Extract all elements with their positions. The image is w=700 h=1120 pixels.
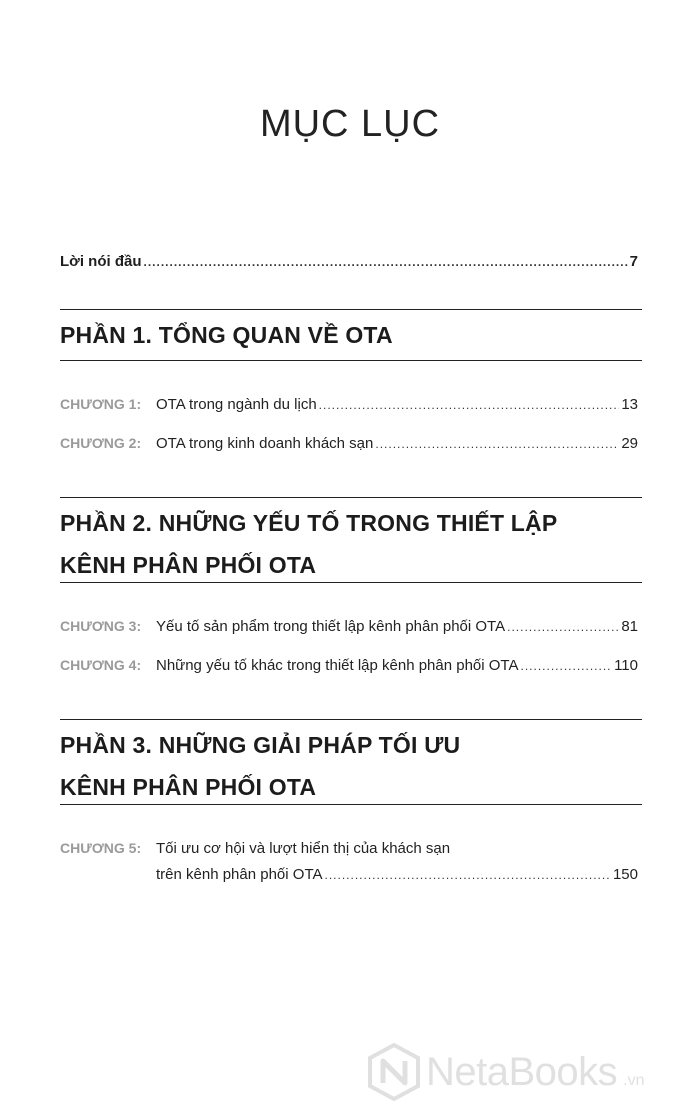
chapter-title: Những yếu tố khác trong thiết lập kênh phân phối OTA — [156, 657, 519, 674]
chapter-label: CHƯƠNG 1: — [60, 396, 142, 412]
leader-dots — [325, 868, 611, 882]
chapter-label: CHƯƠNG 4: — [60, 657, 142, 673]
section-divider — [60, 309, 642, 310]
toc-entry-chapter-1[interactable] — [60, 396, 638, 413]
part-heading-line: PHẦN 1. TỔNG QUAN VỀ OTA — [60, 322, 393, 348]
chapter-title-cont: trên kênh phân phối OTA — [156, 866, 323, 883]
toc-entry-chapter-5[interactable] — [60, 840, 638, 857]
part-heading-line: PHẦN 2. NHỮNG YẾU TỐ TRONG THIẾT LẬP — [60, 510, 558, 536]
watermark-suffix: .vn — [623, 1072, 645, 1089]
chapter-page: 150 — [612, 866, 638, 883]
watermark — [368, 1042, 645, 1102]
chapter-page: 81 — [621, 618, 638, 635]
part-3-heading — [60, 724, 460, 808]
section-divider — [60, 497, 642, 498]
leader-dots — [521, 659, 613, 673]
toc-entry-chapter-2[interactable] — [60, 435, 638, 452]
section-divider — [60, 582, 642, 583]
chapter-label: CHƯƠNG 5: — [60, 840, 142, 856]
preface-page: 7 — [629, 253, 638, 270]
part-heading-line: KÊNH PHÂN PHỐI OTA — [60, 774, 317, 800]
part-heading-line: PHẦN 3. NHỮNG GIẢI PHÁP TỐI ƯU — [60, 732, 461, 758]
part-heading-line: KÊNH PHÂN PHỐI OTA — [60, 552, 317, 578]
preface-label: Lời nói đầu — [60, 253, 142, 270]
part-2-heading — [60, 502, 557, 586]
chapter-label: CHƯƠNG 3: — [60, 618, 142, 634]
leader-dots — [319, 398, 620, 412]
chapter-title: Yếu tố sản phẩm trong thiết lập kênh phân phối OTA — [156, 618, 506, 635]
chapter-page: 110 — [614, 657, 638, 674]
leader-dots — [375, 437, 619, 451]
chapter-title: OTA trong kinh doanh khách sạn — [156, 435, 374, 452]
toc-entry-chapter-4[interactable] — [60, 657, 638, 674]
toc-entry-chapter-3[interactable] — [60, 618, 638, 635]
chapter-page: 29 — [621, 435, 638, 452]
chapter-page: 13 — [621, 396, 638, 413]
chapter-title: Tối ưu cơ hội và lượt hiển thị của khách sạn — [156, 840, 451, 857]
netabooks-logo-icon — [368, 1043, 420, 1101]
section-divider — [60, 719, 642, 720]
section-divider — [60, 360, 642, 361]
page-title: MỤC LỤC — [259, 103, 441, 145]
toc-entry-preface[interactable] — [60, 253, 638, 270]
toc-entry-chapter-5-cont[interactable] — [156, 866, 638, 883]
chapter-label: CHƯƠNG 2: — [60, 435, 142, 451]
leader-dots — [507, 620, 619, 634]
watermark-brand: NetaBooks — [426, 1049, 618, 1094]
part-1-heading — [60, 314, 393, 356]
leader-dots — [144, 255, 628, 269]
section-divider — [60, 804, 642, 805]
chapter-title: OTA trong ngành du lịch — [156, 396, 317, 413]
